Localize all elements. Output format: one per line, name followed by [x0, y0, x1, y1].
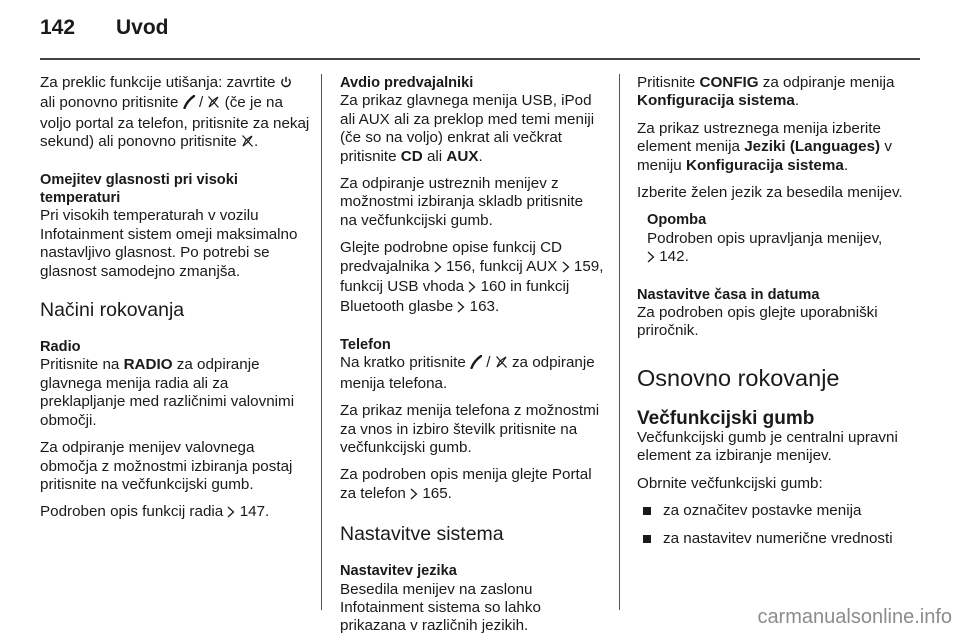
turn-knob-paragraph: Obrnite večfunkcijski gumb:	[637, 474, 823, 492]
page-number: 142	[40, 16, 76, 39]
subheading-language: Nastavitev jezika	[340, 563, 457, 580]
language-paragraph: Besedila menijev na zaslonu Infotainment sistema so lahko prikazana v različnih jezikih.	[340, 580, 541, 635]
player-references-paragraph: Glejte podrobne opise funkcij CD predvajalnika 156, funkcij AUX 159, funkcij USB vhoda 160 in funkcij Bluetooth glasbe 163.	[340, 239, 604, 319]
phone-menu-paragraph: Za prikaz menija telefona z možnostmi za vnos in izbiro številk pritisnite na večfunkcijski gumb.	[340, 402, 600, 456]
page-reference-icon	[434, 260, 442, 278]
bullet-square-icon	[643, 535, 651, 543]
list-item: za nastavitev numerične vrednosti	[637, 530, 903, 548]
mute-cancel-paragraph: Za preklic funkcije utišanja: zavrtite ali ponovno pritisnite / (če je na voljo portal za telefon, pritisnite za nekaj sekund) ali ponovno pritisnite .	[40, 74, 310, 154]
volume-limit-paragraph: Pri visokih temperaturah v vozilu Infotainment sistem omeji maksimalno nastavljivo glasnost. Po potrebi se glasnost samodejno zmanjša.	[40, 207, 298, 280]
track-menu-paragraph: Za odpiranje ustreznih menijev z možnostmi izbiranja skladb pritisnite na večfunkcijski gumb.	[340, 175, 584, 229]
power-icon	[280, 76, 292, 94]
subheading-radio: Radio	[40, 339, 81, 356]
band-menu-paragraph: Za odpiranje menijev valovnega območja z možnostmi izbiranja postaj pritisnite na večfunkcijski gumb.	[40, 439, 293, 493]
phone-paragraph: Na kratko pritisnite / za odpiranje menija telefona.	[340, 354, 595, 392]
phone-handset-icon	[183, 95, 195, 114]
page-reference-icon	[647, 250, 655, 268]
page-reference-icon	[562, 260, 570, 278]
list-item: za označitev postavke menija	[637, 502, 903, 520]
page-reference-icon	[457, 300, 465, 318]
audio-players-paragraph: Za prikaz glavnega menija USB, iPod ali AUX ali za preklop med temi meniji (če so na voljo) enkrat ali večkrat pritisnite CD ali AUX.	[340, 92, 595, 165]
languages-paragraph: Za prikaz ustreznega menija izberite element menija Jeziki (Languages) v meniju Konfiguracija sistema.	[637, 119, 892, 174]
page-reference-icon	[410, 487, 418, 505]
mute-icon	[495, 355, 508, 374]
note-box	[637, 211, 903, 268]
select-language-paragraph: Izberite želen jezik za besedila menijev.	[637, 184, 903, 202]
page-header	[40, 16, 920, 48]
bullet-square-icon	[643, 507, 651, 515]
phone-handset-icon	[470, 355, 482, 374]
phone-reference-paragraph: Za podroben opis menija glejte Portal za telefon 165.	[340, 466, 604, 505]
heading-basic-operation: Osnovno rokovanje	[637, 364, 840, 391]
subheading-phone: Telefon	[340, 336, 391, 353]
heading-system-settings: Nastavitve sistema	[340, 523, 504, 546]
time-date-paragraph: Za podroben opis glejte uporabniški priročnik.	[637, 304, 878, 340]
note-text: Podroben opis upravljanja menijev, 142.	[647, 230, 903, 269]
heading-operating-modes: Načini rokovanja	[40, 299, 185, 322]
column-divider-2	[619, 74, 620, 610]
column-2	[340, 74, 604, 636]
header-rule	[40, 58, 920, 60]
subheading-time-date: Nastavitve časa in datuma	[637, 286, 820, 303]
knob-paragraph: Večfunkcijski gumb je centralni upravni element za izbiranje menijev.	[637, 428, 898, 465]
subheading-volume-limit: Omejitev glasnosti pri visoki temperaturi	[40, 171, 238, 207]
column-3	[637, 74, 903, 548]
section-title: Uvod	[116, 16, 169, 39]
radio-reference-paragraph: Podroben opis funkcij radia 147.	[40, 503, 310, 523]
page-reference-icon	[227, 505, 235, 523]
column-divider-1	[321, 74, 322, 610]
config-paragraph: Pritisnite CONFIG za odpiranje menija Konfiguracija sistema.	[637, 74, 895, 110]
mute-icon	[207, 95, 220, 114]
radio-paragraph: Pritisnite na RADIO za odpiranje glavnega menija radia ali za preklapljanje med različnimi valovnimi območji.	[40, 356, 295, 429]
heading-multifunction-knob: Večfunkcijski gumb	[637, 407, 815, 429]
subheading-audio-players: Avdio predvajalniki	[340, 75, 474, 91]
page-reference-icon	[468, 280, 476, 298]
mute-icon	[241, 134, 254, 153]
column-1	[40, 74, 310, 524]
watermark: carmanualsonline.info	[757, 606, 952, 628]
note-title: Opomba	[647, 212, 707, 229]
